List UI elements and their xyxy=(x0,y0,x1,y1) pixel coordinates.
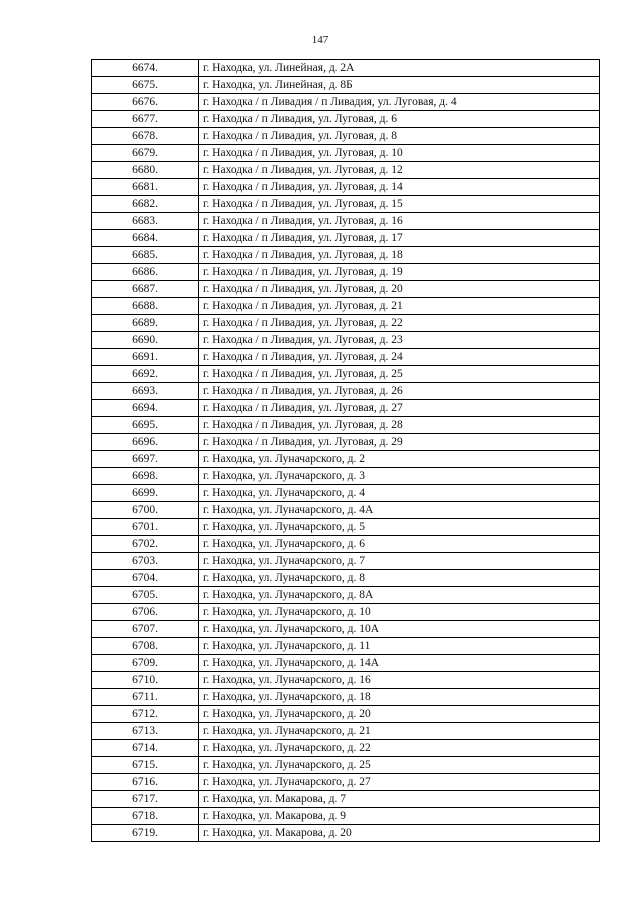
row-number-cell: 6712. xyxy=(92,706,199,723)
address-cell: г. Находка, ул. Луначарского, д. 8А xyxy=(199,587,600,604)
address-table xyxy=(91,59,600,842)
table-row xyxy=(92,247,600,264)
row-number-cell: 6697. xyxy=(92,451,199,468)
address-cell: г. Находка / п Ливадия, ул. Луговая, д. 20 xyxy=(199,281,600,298)
table-row xyxy=(92,145,600,162)
row-number-cell: 6700. xyxy=(92,502,199,519)
table-row xyxy=(92,723,600,740)
address-cell: г. Находка / п Ливадия, ул. Луговая, д. 26 xyxy=(199,383,600,400)
row-number-cell: 6693. xyxy=(92,383,199,400)
row-number-cell: 6681. xyxy=(92,179,199,196)
row-number-cell: 6713. xyxy=(92,723,199,740)
table-row xyxy=(92,281,600,298)
address-cell: г. Находка / п Ливадия, ул. Луговая, д. 10 xyxy=(199,145,600,162)
table-row xyxy=(92,740,600,757)
table-row xyxy=(92,60,600,77)
address-table-body xyxy=(92,60,600,842)
table-row xyxy=(92,638,600,655)
table-row xyxy=(92,808,600,825)
row-number-cell: 6674. xyxy=(92,60,199,77)
row-number-cell: 6676. xyxy=(92,94,199,111)
address-cell: г. Находка, ул. Луначарского, д. 8 xyxy=(199,570,600,587)
address-cell: г. Находка, ул. Луначарского, д. 4 xyxy=(199,485,600,502)
address-cell: г. Находка / п Ливадия, ул. Луговая, д. 8 xyxy=(199,128,600,145)
row-number-cell: 6718. xyxy=(92,808,199,825)
table-row xyxy=(92,400,600,417)
table-row xyxy=(92,587,600,604)
row-number-cell: 6687. xyxy=(92,281,199,298)
row-number-cell: 6680. xyxy=(92,162,199,179)
table-row xyxy=(92,366,600,383)
row-number-cell: 6703. xyxy=(92,553,199,570)
table-row xyxy=(92,553,600,570)
row-number-cell: 6684. xyxy=(92,230,199,247)
row-number-cell: 6675. xyxy=(92,77,199,94)
row-number-cell: 6698. xyxy=(92,468,199,485)
address-cell: г. Находка, ул. Луначарского, д. 21 xyxy=(199,723,600,740)
table-row xyxy=(92,417,600,434)
row-number-cell: 6701. xyxy=(92,519,199,536)
table-row xyxy=(92,774,600,791)
address-cell: г. Находка / п Ливадия, ул. Луговая, д. 24 xyxy=(199,349,600,366)
row-number-cell: 6702. xyxy=(92,536,199,553)
address-cell: г. Находка, ул. Луначарского, д. 27 xyxy=(199,774,600,791)
row-number-cell: 6709. xyxy=(92,655,199,672)
row-number-cell: 6715. xyxy=(92,757,199,774)
address-cell: г. Находка, ул. Луначарского, д. 14А xyxy=(199,655,600,672)
address-cell: г. Находка / п Ливадия, ул. Луговая, д. 6 xyxy=(199,111,600,128)
table-row xyxy=(92,332,600,349)
row-number-cell: 6690. xyxy=(92,332,199,349)
address-cell: г. Находка, ул. Макарова, д. 20 xyxy=(199,825,600,842)
address-cell: г. Находка / п Ливадия, ул. Луговая, д. 18 xyxy=(199,247,600,264)
row-number-cell: 6711. xyxy=(92,689,199,706)
row-number-cell: 6689. xyxy=(92,315,199,332)
table-row xyxy=(92,162,600,179)
address-cell: г. Находка / п Ливадия, ул. Луговая, д. 28 xyxy=(199,417,600,434)
row-number-cell: 6696. xyxy=(92,434,199,451)
row-number-cell: 6706. xyxy=(92,604,199,621)
page-number: 147 xyxy=(311,34,329,46)
table-row xyxy=(92,230,600,247)
address-cell: г. Находка, ул. Луначарского, д. 2 xyxy=(199,451,600,468)
row-number-cell: 6686. xyxy=(92,264,199,281)
table-row xyxy=(92,434,600,451)
address-cell: г. Находка, ул. Луначарского, д. 6 xyxy=(199,536,600,553)
row-number-cell: 6688. xyxy=(92,298,199,315)
row-number-cell: 6685. xyxy=(92,247,199,264)
table-row xyxy=(92,468,600,485)
address-cell: г. Находка, ул. Луначарского, д. 11 xyxy=(199,638,600,655)
row-number-cell: 6682. xyxy=(92,196,199,213)
row-number-cell: 6679. xyxy=(92,145,199,162)
address-cell: г. Находка, ул. Луначарского, д. 20 xyxy=(199,706,600,723)
address-cell: г. Находка / п Ливадия, ул. Луговая, д. 16 xyxy=(199,213,600,230)
address-cell: г. Находка / п Ливадия, ул. Луговая, д. 15 xyxy=(199,196,600,213)
table-row xyxy=(92,264,600,281)
table-row xyxy=(92,196,600,213)
table-row xyxy=(92,77,600,94)
address-cell: г. Находка / п Ливадия / п Ливадия, ул. Луговая, д. 4 xyxy=(199,94,600,111)
address-cell: г. Находка, ул. Луначарского, д. 7 xyxy=(199,553,600,570)
table-row xyxy=(92,621,600,638)
row-number-cell: 6705. xyxy=(92,587,199,604)
address-cell: г. Находка, ул. Луначарского, д. 4А xyxy=(199,502,600,519)
table-row xyxy=(92,604,600,621)
address-cell: г. Находка, ул. Луначарского, д. 18 xyxy=(199,689,600,706)
address-cell: г. Находка, ул. Макарова, д. 9 xyxy=(199,808,600,825)
table-row xyxy=(92,791,600,808)
address-cell: г. Находка / п Ливадия, ул. Луговая, д. 23 xyxy=(199,332,600,349)
address-cell: г. Находка / п Ливадия, ул. Луговая, д. 22 xyxy=(199,315,600,332)
row-number-cell: 6695. xyxy=(92,417,199,434)
row-number-cell: 6699. xyxy=(92,485,199,502)
address-cell: г. Находка / п Ливадия, ул. Луговая, д. 12 xyxy=(199,162,600,179)
table-row xyxy=(92,689,600,706)
address-cell: г. Находка / п Ливадия, ул. Луговая, д. 19 xyxy=(199,264,600,281)
table-row xyxy=(92,349,600,366)
table-row xyxy=(92,706,600,723)
address-cell: г. Находка, ул. Луначарского, д. 25 xyxy=(199,757,600,774)
table-row xyxy=(92,315,600,332)
row-number-cell: 6717. xyxy=(92,791,199,808)
table-row xyxy=(92,213,600,230)
address-cell: г. Находка / п Ливадия, ул. Луговая, д. 21 xyxy=(199,298,600,315)
row-number-cell: 6691. xyxy=(92,349,199,366)
address-cell: г. Находка, ул. Макарова, д. 7 xyxy=(199,791,600,808)
row-number-cell: 6678. xyxy=(92,128,199,145)
row-number-cell: 6714. xyxy=(92,740,199,757)
row-number-cell: 6677. xyxy=(92,111,199,128)
address-cell: г. Находка, ул. Луначарского, д. 22 xyxy=(199,740,600,757)
address-cell: г. Находка, ул. Луначарского, д. 5 xyxy=(199,519,600,536)
address-cell: г. Находка / п Ливадия, ул. Луговая, д. 27 xyxy=(199,400,600,417)
table-row xyxy=(92,485,600,502)
table-row xyxy=(92,128,600,145)
table-row xyxy=(92,757,600,774)
table-row xyxy=(92,825,600,842)
table-row xyxy=(92,502,600,519)
row-number-cell: 6694. xyxy=(92,400,199,417)
row-number-cell: 6692. xyxy=(92,366,199,383)
table-row xyxy=(92,451,600,468)
address-cell: г. Находка, ул. Луначарского, д. 16 xyxy=(199,672,600,689)
row-number-cell: 6716. xyxy=(92,774,199,791)
table-row xyxy=(92,519,600,536)
table-row xyxy=(92,536,600,553)
row-number-cell: 6704. xyxy=(92,570,199,587)
address-cell: г. Находка / п Ливадия, ул. Луговая, д. 25 xyxy=(199,366,600,383)
table-row xyxy=(92,298,600,315)
table-row xyxy=(92,111,600,128)
table-row xyxy=(92,383,600,400)
table-row xyxy=(92,179,600,196)
address-cell: г. Находка, ул. Линейная, д. 2А xyxy=(199,60,600,77)
address-cell: г. Находка / п Ливадия, ул. Луговая, д. 17 xyxy=(199,230,600,247)
row-number-cell: 6708. xyxy=(92,638,199,655)
row-number-cell: 6710. xyxy=(92,672,199,689)
table-row xyxy=(92,672,600,689)
row-number-cell: 6719. xyxy=(92,825,199,842)
table-row xyxy=(92,94,600,111)
address-cell: г. Находка / п Ливадия, ул. Луговая, д. 29 xyxy=(199,434,600,451)
row-number-cell: 6683. xyxy=(92,213,199,230)
address-cell: г. Находка / п Ливадия, ул. Луговая, д. 14 xyxy=(199,179,600,196)
address-cell: г. Находка, ул. Луначарского, д. 10А xyxy=(199,621,600,638)
address-cell: г. Находка, ул. Луначарского, д. 3 xyxy=(199,468,600,485)
row-number-cell: 6707. xyxy=(92,621,199,638)
address-cell: г. Находка, ул. Луначарского, д. 10 xyxy=(199,604,600,621)
table-row xyxy=(92,655,600,672)
address-cell: г. Находка, ул. Линейная, д. 8Б xyxy=(199,77,600,94)
table-row xyxy=(92,570,600,587)
